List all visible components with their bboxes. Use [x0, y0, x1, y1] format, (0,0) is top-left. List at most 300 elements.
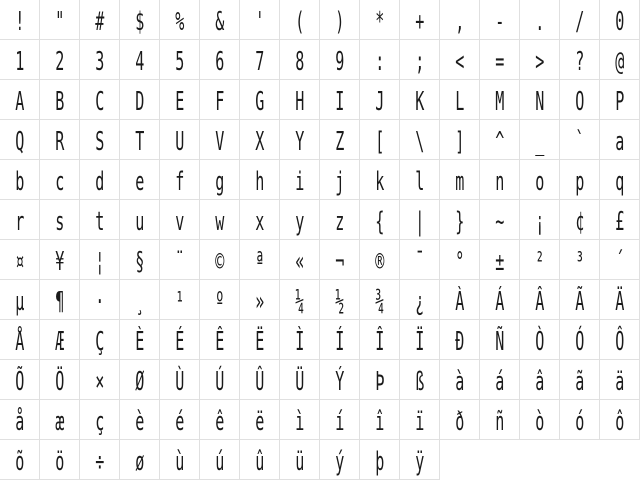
- glyph-cell[interactable]: [600, 160, 640, 200]
- glyph: ¿: [414, 286, 425, 317]
- glyph-cell[interactable]: [480, 160, 520, 200]
- glyph-cell[interactable]: [320, 200, 360, 240]
- glyph-cell[interactable]: [440, 400, 480, 440]
- glyph: ¯: [414, 246, 425, 277]
- glyph: ñ: [494, 406, 505, 437]
- glyph: Ø: [134, 366, 145, 397]
- glyph-cell[interactable]: [160, 120, 200, 160]
- glyph-cell[interactable]: [560, 200, 600, 240]
- glyph-cell[interactable]: [440, 40, 480, 80]
- glyph-cell[interactable]: [560, 120, 600, 160]
- glyph: #: [94, 6, 105, 37]
- glyph-cell[interactable]: [0, 0, 40, 40]
- glyph-cell[interactable]: [520, 400, 560, 440]
- glyph-cell[interactable]: [0, 80, 40, 120]
- glyph-cell[interactable]: [240, 120, 280, 160]
- glyph: n: [494, 166, 505, 197]
- glyph: ¼: [294, 286, 305, 317]
- glyph: Ê: [214, 326, 225, 357]
- glyph-cell[interactable]: [240, 0, 280, 40]
- glyph-cell[interactable]: [400, 280, 440, 320]
- glyph-cell[interactable]: [520, 240, 560, 280]
- glyph-cell[interactable]: [560, 160, 600, 200]
- glyph-cell[interactable]: [200, 360, 240, 400]
- glyph-cell[interactable]: [320, 120, 360, 160]
- glyph: Í: [334, 326, 345, 357]
- glyph-cell[interactable]: [280, 240, 320, 280]
- glyph: ò: [534, 406, 545, 437]
- glyph: E: [174, 86, 185, 117]
- glyph: À: [454, 286, 465, 317]
- glyph-cell[interactable]: [160, 240, 200, 280]
- glyph-cell[interactable]: [200, 400, 240, 440]
- glyph: Ñ: [494, 326, 505, 357]
- glyph-cell[interactable]: [80, 200, 120, 240]
- glyph: Z: [334, 126, 345, 157]
- glyph-cell[interactable]: [240, 40, 280, 80]
- charmap-row: [0, 440, 640, 480]
- glyph-cell[interactable]: [400, 0, 440, 40]
- glyph: é: [174, 406, 185, 437]
- glyph: û: [254, 446, 265, 477]
- glyph-cell[interactable]: [40, 80, 80, 120]
- glyph: »: [254, 286, 265, 317]
- glyph-cell[interactable]: [480, 40, 520, 80]
- glyph-cell[interactable]: [520, 80, 560, 120]
- glyph: £: [614, 206, 625, 237]
- glyph-cell[interactable]: [600, 400, 640, 440]
- glyph-cell[interactable]: [240, 320, 280, 360]
- glyph: v: [174, 206, 185, 237]
- glyph-cell[interactable]: [40, 240, 80, 280]
- glyph-cell[interactable]: [80, 320, 120, 360]
- glyph-cell[interactable]: [560, 40, 600, 80]
- glyph-cell[interactable]: [120, 440, 160, 480]
- glyph-cell[interactable]: [0, 120, 40, 160]
- glyph: õ: [14, 446, 25, 477]
- glyph: 0: [614, 6, 625, 37]
- glyph-cell[interactable]: [40, 440, 80, 480]
- glyph-cell[interactable]: [400, 40, 440, 80]
- glyph-cell[interactable]: [120, 400, 160, 440]
- glyph-cell[interactable]: [360, 240, 400, 280]
- glyph-cell[interactable]: [0, 280, 40, 320]
- glyph-cell[interactable]: [160, 0, 200, 40]
- glyph: ç: [94, 406, 105, 437]
- glyph: ¸: [134, 286, 145, 317]
- glyph: [: [374, 126, 385, 157]
- glyph-cell[interactable]: [160, 320, 200, 360]
- glyph: =: [494, 46, 505, 77]
- glyph: ó: [574, 406, 585, 437]
- glyph-cell[interactable]: [440, 80, 480, 120]
- glyph: Õ: [14, 366, 25, 397]
- glyph: Ý: [334, 366, 345, 397]
- glyph: ÿ: [414, 446, 425, 477]
- glyph-cell[interactable]: [200, 0, 240, 40]
- glyph-cell[interactable]: [200, 320, 240, 360]
- glyph-cell[interactable]: [80, 440, 120, 480]
- glyph: Ú: [214, 366, 225, 397]
- glyph-cell[interactable]: [200, 160, 240, 200]
- glyph-cell[interactable]: [120, 360, 160, 400]
- glyph-cell[interactable]: [40, 120, 80, 160]
- glyph: §: [134, 246, 145, 277]
- glyph-cell[interactable]: [600, 120, 640, 160]
- glyph: ü: [294, 446, 305, 477]
- charmap-row: [0, 240, 640, 280]
- glyph-cell[interactable]: [280, 360, 320, 400]
- glyph: B: [54, 86, 65, 117]
- glyph-cell[interactable]: [80, 360, 120, 400]
- glyph: ": [54, 6, 65, 37]
- glyph-cell[interactable]: [280, 40, 320, 80]
- glyph-cell[interactable]: [480, 280, 520, 320]
- glyph-cell[interactable]: [520, 360, 560, 400]
- glyph: Y: [294, 126, 305, 157]
- glyph-cell[interactable]: [440, 0, 480, 40]
- glyph: :: [374, 46, 385, 77]
- glyph-cell[interactable]: [320, 440, 360, 480]
- glyph: Ò: [534, 326, 545, 357]
- glyph-cell[interactable]: [40, 400, 80, 440]
- glyph-cell[interactable]: [400, 200, 440, 240]
- glyph-cell[interactable]: [320, 80, 360, 120]
- glyph: y: [294, 206, 305, 237]
- glyph-cell[interactable]: [0, 440, 40, 480]
- glyph: ô: [614, 406, 625, 437]
- glyph: à: [454, 366, 465, 397]
- glyph: h: [254, 166, 265, 197]
- glyph-cell[interactable]: [440, 200, 480, 240]
- charmap-row: [0, 360, 640, 400]
- glyph: A: [14, 86, 25, 117]
- glyph-cell[interactable]: [80, 400, 120, 440]
- glyph-cell[interactable]: [440, 240, 480, 280]
- glyph: ß: [414, 366, 425, 397]
- glyph-cell[interactable]: [40, 40, 80, 80]
- glyph-cell[interactable]: [160, 440, 200, 480]
- glyph-cell[interactable]: [120, 240, 160, 280]
- glyph-cell[interactable]: [240, 360, 280, 400]
- glyph-cell[interactable]: [520, 40, 560, 80]
- glyph: _: [534, 126, 545, 157]
- glyph: %: [174, 6, 185, 37]
- glyph-cell[interactable]: [160, 400, 200, 440]
- glyph-cell[interactable]: [320, 0, 360, 40]
- glyph-cell[interactable]: [560, 0, 600, 40]
- glyph: ²: [534, 246, 545, 277]
- glyph: ·: [94, 286, 105, 317]
- glyph-cell[interactable]: [400, 440, 440, 480]
- glyph-cell[interactable]: [120, 40, 160, 80]
- glyph-cell[interactable]: [480, 200, 520, 240]
- glyph-cell[interactable]: [240, 160, 280, 200]
- glyph: ù: [174, 446, 185, 477]
- glyph: Ä: [614, 286, 625, 317]
- glyph-cell[interactable]: [280, 280, 320, 320]
- glyph-cell[interactable]: [480, 240, 520, 280]
- glyph-cell[interactable]: [200, 200, 240, 240]
- glyph: Ë: [254, 326, 265, 357]
- glyph-cell[interactable]: [520, 120, 560, 160]
- glyph-cell[interactable]: [480, 80, 520, 120]
- glyph-cell[interactable]: [160, 200, 200, 240]
- glyph: è: [134, 406, 145, 437]
- glyph: \: [414, 126, 425, 157]
- glyph-cell[interactable]: [0, 400, 40, 440]
- glyph-cell[interactable]: [360, 120, 400, 160]
- glyph-cell[interactable]: [240, 280, 280, 320]
- glyph: @: [614, 46, 625, 77]
- glyph-cell[interactable]: [400, 80, 440, 120]
- glyph-cell[interactable]: [120, 200, 160, 240]
- charmap-row: [0, 80, 640, 120]
- glyph: ¶: [54, 286, 65, 317]
- glyph: ]: [454, 126, 465, 157]
- glyph-cell[interactable]: [240, 400, 280, 440]
- glyph: Ö: [54, 366, 65, 397]
- glyph: ~: [494, 206, 505, 237]
- glyph-cell[interactable]: [40, 160, 80, 200]
- glyph-cell[interactable]: [440, 320, 480, 360]
- glyph: µ: [14, 286, 25, 317]
- glyph-cell[interactable]: [200, 280, 240, 320]
- glyph: w: [214, 206, 225, 237]
- glyph-cell[interactable]: [360, 360, 400, 400]
- glyph-cell[interactable]: [400, 120, 440, 160]
- glyph-cell[interactable]: [280, 200, 320, 240]
- glyph-cell[interactable]: [360, 280, 400, 320]
- glyph: ×: [94, 366, 105, 397]
- glyph: (: [294, 6, 305, 37]
- glyph: !: [14, 6, 25, 37]
- glyph: X: [254, 126, 265, 157]
- glyph-cell[interactable]: [0, 200, 40, 240]
- glyph: F: [214, 86, 225, 117]
- glyph-cell[interactable]: [80, 0, 120, 40]
- glyph-cell[interactable]: [360, 160, 400, 200]
- glyph-cell[interactable]: [520, 320, 560, 360]
- glyph: ð: [454, 406, 465, 437]
- glyph-cell[interactable]: [360, 440, 400, 480]
- glyph-cell[interactable]: [400, 160, 440, 200]
- glyph: c: [54, 166, 65, 197]
- glyph-cell[interactable]: [600, 240, 640, 280]
- glyph-cell[interactable]: [360, 40, 400, 80]
- glyph-cell[interactable]: [440, 360, 480, 400]
- glyph-cell[interactable]: [320, 360, 360, 400]
- glyph-cell[interactable]: [480, 0, 520, 40]
- glyph-cell[interactable]: [520, 0, 560, 40]
- glyph-cell[interactable]: [160, 160, 200, 200]
- glyph: u: [134, 206, 145, 237]
- glyph-cell[interactable]: [360, 320, 400, 360]
- glyph: å: [14, 406, 25, 437]
- glyph-cell[interactable]: [80, 160, 120, 200]
- glyph-cell[interactable]: [80, 40, 120, 80]
- glyph-cell[interactable]: [520, 280, 560, 320]
- glyph-cell[interactable]: [440, 120, 480, 160]
- glyph-cell[interactable]: [480, 400, 520, 440]
- glyph-cell[interactable]: [360, 80, 400, 120]
- glyph-cell[interactable]: [40, 280, 80, 320]
- glyph-cell[interactable]: [80, 240, 120, 280]
- glyph-cell[interactable]: [200, 440, 240, 480]
- glyph: N: [534, 86, 545, 117]
- glyph-cell[interactable]: [400, 240, 440, 280]
- glyph: P: [614, 86, 625, 117]
- glyph: 8: [294, 46, 305, 77]
- glyph-cell[interactable]: [320, 40, 360, 80]
- glyph-cell[interactable]: [560, 360, 600, 400]
- glyph-cell[interactable]: [400, 400, 440, 440]
- glyph-cell[interactable]: [120, 0, 160, 40]
- glyph-cell[interactable]: [560, 400, 600, 440]
- glyph-cell[interactable]: [360, 200, 400, 240]
- glyph: â: [534, 366, 545, 397]
- glyph-cell[interactable]: [120, 120, 160, 160]
- glyph-cell[interactable]: [320, 160, 360, 200]
- glyph: R: [54, 126, 65, 157]
- glyph-cell[interactable]: [400, 320, 440, 360]
- glyph: 6: [214, 46, 225, 77]
- glyph: /: [574, 6, 585, 37]
- glyph-cell[interactable]: [400, 360, 440, 400]
- glyph-cell[interactable]: [520, 160, 560, 200]
- glyph-cell[interactable]: [120, 320, 160, 360]
- glyph-cell[interactable]: [560, 320, 600, 360]
- glyph: Å: [14, 326, 25, 357]
- glyph-cell[interactable]: [440, 280, 480, 320]
- glyph: î: [374, 406, 385, 437]
- glyph-cell[interactable]: [160, 40, 200, 80]
- glyph: ;: [414, 46, 425, 77]
- glyph-cell[interactable]: [360, 0, 400, 40]
- glyph-cell[interactable]: [160, 280, 200, 320]
- glyph: U: [174, 126, 185, 157]
- glyph: ): [334, 6, 345, 37]
- glyph-cell[interactable]: [600, 200, 640, 240]
- glyph-cell[interactable]: [120, 280, 160, 320]
- glyph-cell[interactable]: [240, 80, 280, 120]
- glyph-cell[interactable]: [600, 80, 640, 120]
- glyph: ¨: [174, 246, 185, 277]
- glyph: J: [374, 86, 385, 117]
- glyph-cell[interactable]: [320, 280, 360, 320]
- glyph-cell[interactable]: [200, 40, 240, 80]
- glyph-cell[interactable]: [320, 400, 360, 440]
- glyph-cell[interactable]: [0, 240, 40, 280]
- glyph: Ð: [454, 326, 465, 357]
- glyph: É: [174, 326, 185, 357]
- glyph: ª: [254, 246, 265, 277]
- glyph-cell[interactable]: [480, 360, 520, 400]
- glyph: ¡: [534, 206, 545, 237]
- glyph-cell[interactable]: [520, 200, 560, 240]
- glyph-cell[interactable]: [560, 280, 600, 320]
- glyph-cell[interactable]: [480, 320, 520, 360]
- glyph-cell[interactable]: [600, 320, 640, 360]
- glyph: m: [454, 166, 465, 197]
- glyph-cell[interactable]: [240, 240, 280, 280]
- glyph-cell[interactable]: [280, 320, 320, 360]
- glyph: ½: [334, 286, 345, 317]
- glyph: O: [574, 86, 585, 117]
- glyph: |: [414, 206, 425, 237]
- glyph-cell[interactable]: [240, 200, 280, 240]
- glyph: ú: [214, 446, 225, 477]
- glyph-cell[interactable]: [600, 360, 640, 400]
- glyph-cell[interactable]: [240, 440, 280, 480]
- glyph-cell[interactable]: [280, 80, 320, 120]
- glyph: &: [214, 6, 225, 37]
- glyph-cell[interactable]: [360, 400, 400, 440]
- glyph-cell[interactable]: [0, 160, 40, 200]
- glyph-cell[interactable]: [280, 440, 320, 480]
- glyph-cell[interactable]: [280, 0, 320, 40]
- glyph-cell[interactable]: [560, 80, 600, 120]
- glyph-cell[interactable]: [320, 320, 360, 360]
- glyph-cell[interactable]: [600, 0, 640, 40]
- glyph: Û: [254, 366, 265, 397]
- glyph-cell[interactable]: [280, 120, 320, 160]
- glyph-cell[interactable]: [0, 40, 40, 80]
- glyph-cell[interactable]: [160, 360, 200, 400]
- glyph: I: [334, 86, 345, 117]
- glyph: Ç: [94, 326, 105, 357]
- charmap-row: [0, 40, 640, 80]
- glyph-cell[interactable]: [40, 360, 80, 400]
- glyph-cell[interactable]: [40, 200, 80, 240]
- glyph-cell[interactable]: [120, 160, 160, 200]
- glyph: Î: [374, 326, 385, 357]
- glyph: Ó: [574, 326, 585, 357]
- glyph-cell[interactable]: [320, 240, 360, 280]
- glyph: á: [494, 366, 505, 397]
- glyph-cell[interactable]: [80, 280, 120, 320]
- glyph: Á: [494, 286, 505, 317]
- glyph-cell[interactable]: [40, 320, 80, 360]
- glyph-cell[interactable]: [80, 80, 120, 120]
- glyph-cell[interactable]: [600, 280, 640, 320]
- glyph: Ì: [294, 326, 305, 357]
- glyph: ¢: [574, 206, 585, 237]
- glyph-cell[interactable]: [40, 0, 80, 40]
- glyph: d: [94, 166, 105, 197]
- glyph-cell[interactable]: [80, 120, 120, 160]
- glyph-cell[interactable]: [200, 120, 240, 160]
- glyph: ^: [494, 126, 505, 157]
- glyph: z: [334, 206, 345, 237]
- glyph-cell[interactable]: [0, 320, 40, 360]
- glyph-cell[interactable]: [480, 120, 520, 160]
- glyph-cell[interactable]: [200, 80, 240, 120]
- glyph-cell[interactable]: [160, 80, 200, 120]
- glyph-cell[interactable]: [200, 240, 240, 280]
- glyph: ë: [254, 406, 265, 437]
- glyph: ©: [214, 246, 225, 277]
- glyph-cell[interactable]: [560, 240, 600, 280]
- glyph-cell[interactable]: [280, 160, 320, 200]
- glyph-cell[interactable]: [440, 160, 480, 200]
- glyph: 4: [134, 46, 145, 77]
- glyph-cell[interactable]: [280, 400, 320, 440]
- glyph: 5: [174, 46, 185, 77]
- glyph-cell[interactable]: [600, 40, 640, 80]
- glyph-cell[interactable]: [0, 360, 40, 400]
- glyph-cell[interactable]: [120, 80, 160, 120]
